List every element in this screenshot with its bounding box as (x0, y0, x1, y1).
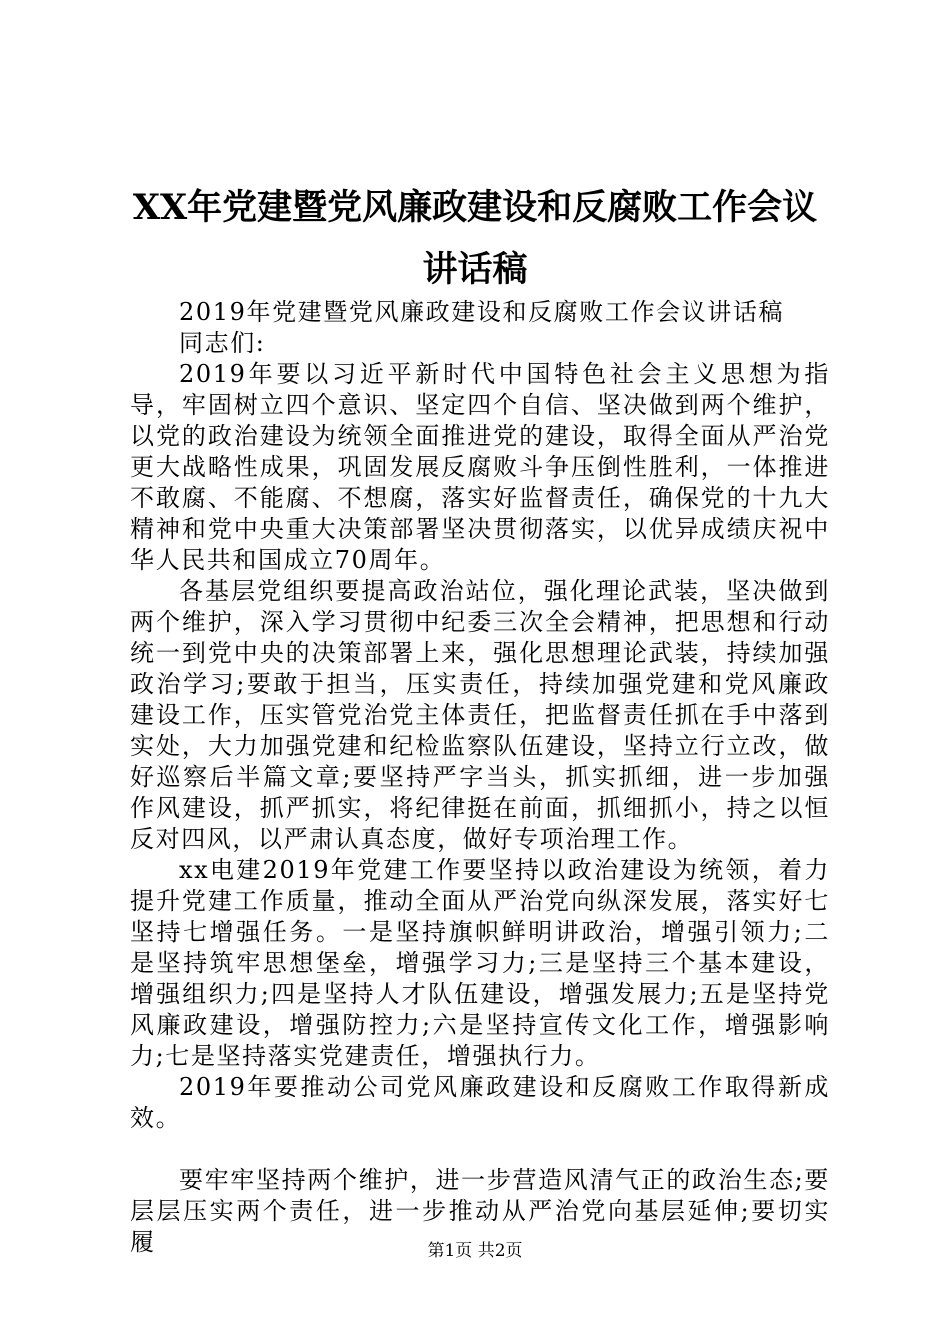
document-body (130, 297, 830, 1258)
paragraph-4: 2019年要推动公司党风廉政建设和反腐败工作取得新成效。 (130, 1073, 830, 1132)
salutation: 同志们: (179, 329, 266, 357)
document-title-line1: XX年党建暨党风廉政建设和反腐败工作会议 (132, 187, 818, 228)
paragraph-3: xx电建2019年党建工作要坚持以政治建设为统领，着力提升党建工作质量，推动全面从严治党向纵深发展，落实好七坚持七增强任务。一是坚持旗帜鲜明讲政治，增强引领力;二是坚持筑牢思想堡垒，增强学习力;三是坚持三个基本建设，增强组织力;四是坚持人才队伍建设，增强发展力;五是坚持党风廉政建设，增强防控力;六是坚持宣传文化工作，增强影响力;七是坚持落实党建责任，增强执行力。 (130, 856, 830, 1070)
paragraph-5: 要牢牢坚持两个维护，进一步营造风清气正的政治生态;要层层压实两个责任，进一步推动从严治党向基层延伸;要切实履 (130, 1166, 830, 1256)
page-footer: 第1页 共2页 (427, 1241, 523, 1261)
document-subtitle: 2019年党建暨党风廉政建设和反腐败工作会议讲话稿 (179, 298, 785, 326)
document-title-line2: 讲话稿 (422, 249, 528, 290)
paragraph-2: 各基层党组织要提高政治站位，强化理论武装，坚决做到两个维护，深入学习贯彻中纪委三次全会精神，把思想和行动统一到党中央的决策部署上来，强化思想理论武装，持续加强政治学习;要敢于担当，压实责任，持续加强党建和党风廉政建设工作，压实管党治党主体责任，把监督责任抓在手中落到实处，大力加强党建和纪检监察队伍建设，坚持立行立改，做好巡察后半篇文章;要坚持严字当头，抓实抓细，进一步加强作风建设，抓严抓实，将纪律挺在前面，抓细抓小，持之以恒反对四风，以严肃认真态度，做好专项治理工作。 (130, 577, 830, 853)
paragraph-1: 2019年要以习近平新时代中国特色社会主义思想为指导，牢固树立四个意识、坚定四个自信、坚决做到两个维护，以党的政治建设为统领全面推进党的建设，取得全面从严治党更大战略性成果，巩固发展反腐败斗争压倒性胜利，一体推进不敢腐、不能腐、不想腐，落实好监督责任，确保党的十九大精神和党中央重大决策部署坚决贯彻落实，以优异成绩庆祝中华人民共和国成立70周年。 (130, 360, 830, 574)
